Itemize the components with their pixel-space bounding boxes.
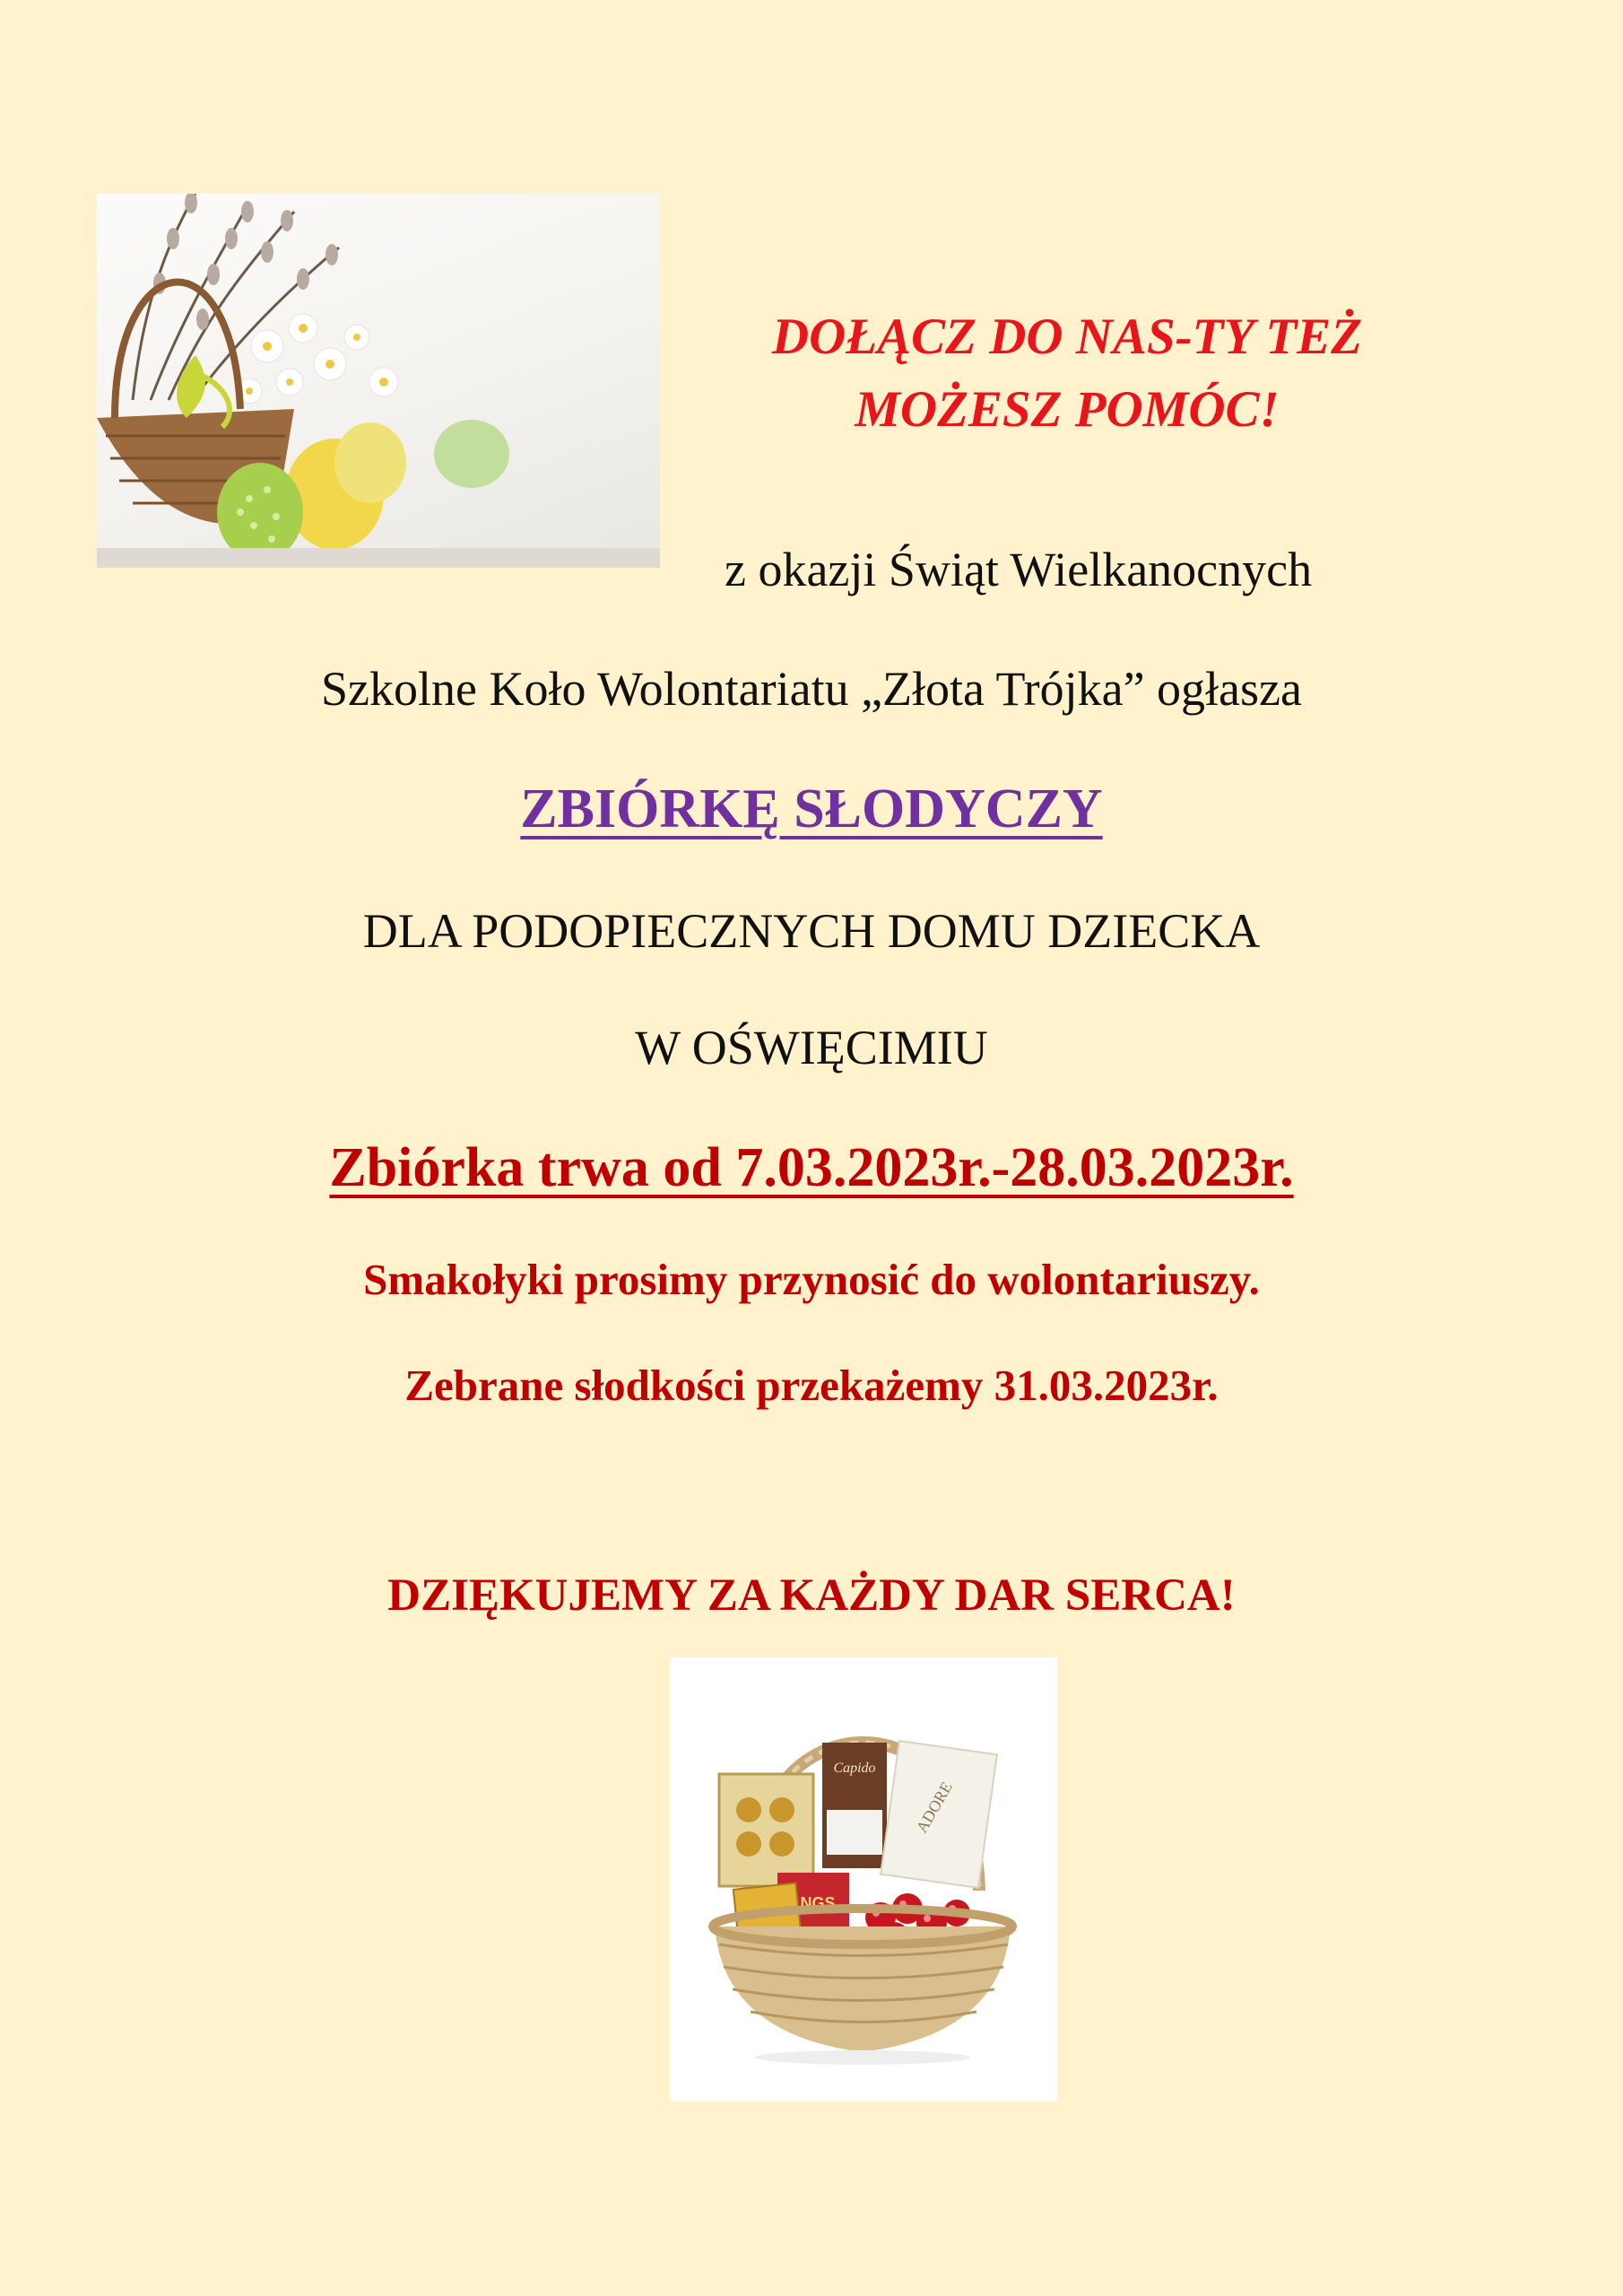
announcement-text: Szkolne Koło Wolontariatu „Złota Trójka” ogłasza (321, 662, 1302, 716)
handover-note: Zebrane słodkości przekażemy 31.03.2023r. (404, 1361, 1219, 1410)
beneficiary-line-1: DLA PODOPIECZNYCH DOMU DZIECKA (362, 904, 1261, 958)
headline-line-1: DOŁĄCZ DO NAS-TY TEŻ (771, 309, 1363, 365)
bring-note: Smakołyki prosimy przynosić do wolontariuszy. (363, 1255, 1260, 1304)
headline (681, 300, 1453, 446)
sweets-basket-photo (670, 1657, 1057, 2101)
collection-title (0, 774, 1623, 844)
easter-basket-photo (97, 194, 660, 568)
headline-line-2: MOŻESZ POMÓC! (855, 381, 1280, 438)
thanks-text: DZIĘKUJEMY ZA KAŻDY DAR SERCA! (387, 1570, 1236, 1621)
collection-duration-text: Zbiórka trwa od 7.03.2023r.-28.03.2023r. (329, 1137, 1294, 1198)
occasion-text: z okazji Świąt Wielkanocnych (725, 543, 1313, 596)
box-label-adore: ADORE (912, 1779, 956, 1836)
collection-title-text: ZBIÓRKĘ SŁODYCZY (520, 778, 1103, 839)
box-label-ngs: NGS (800, 1894, 836, 1912)
box-label-capido: Capido (833, 1761, 876, 1776)
collection-duration (0, 1133, 1623, 1203)
beneficiary-line-2: W OŚWIĘCIMIU (635, 1021, 988, 1074)
